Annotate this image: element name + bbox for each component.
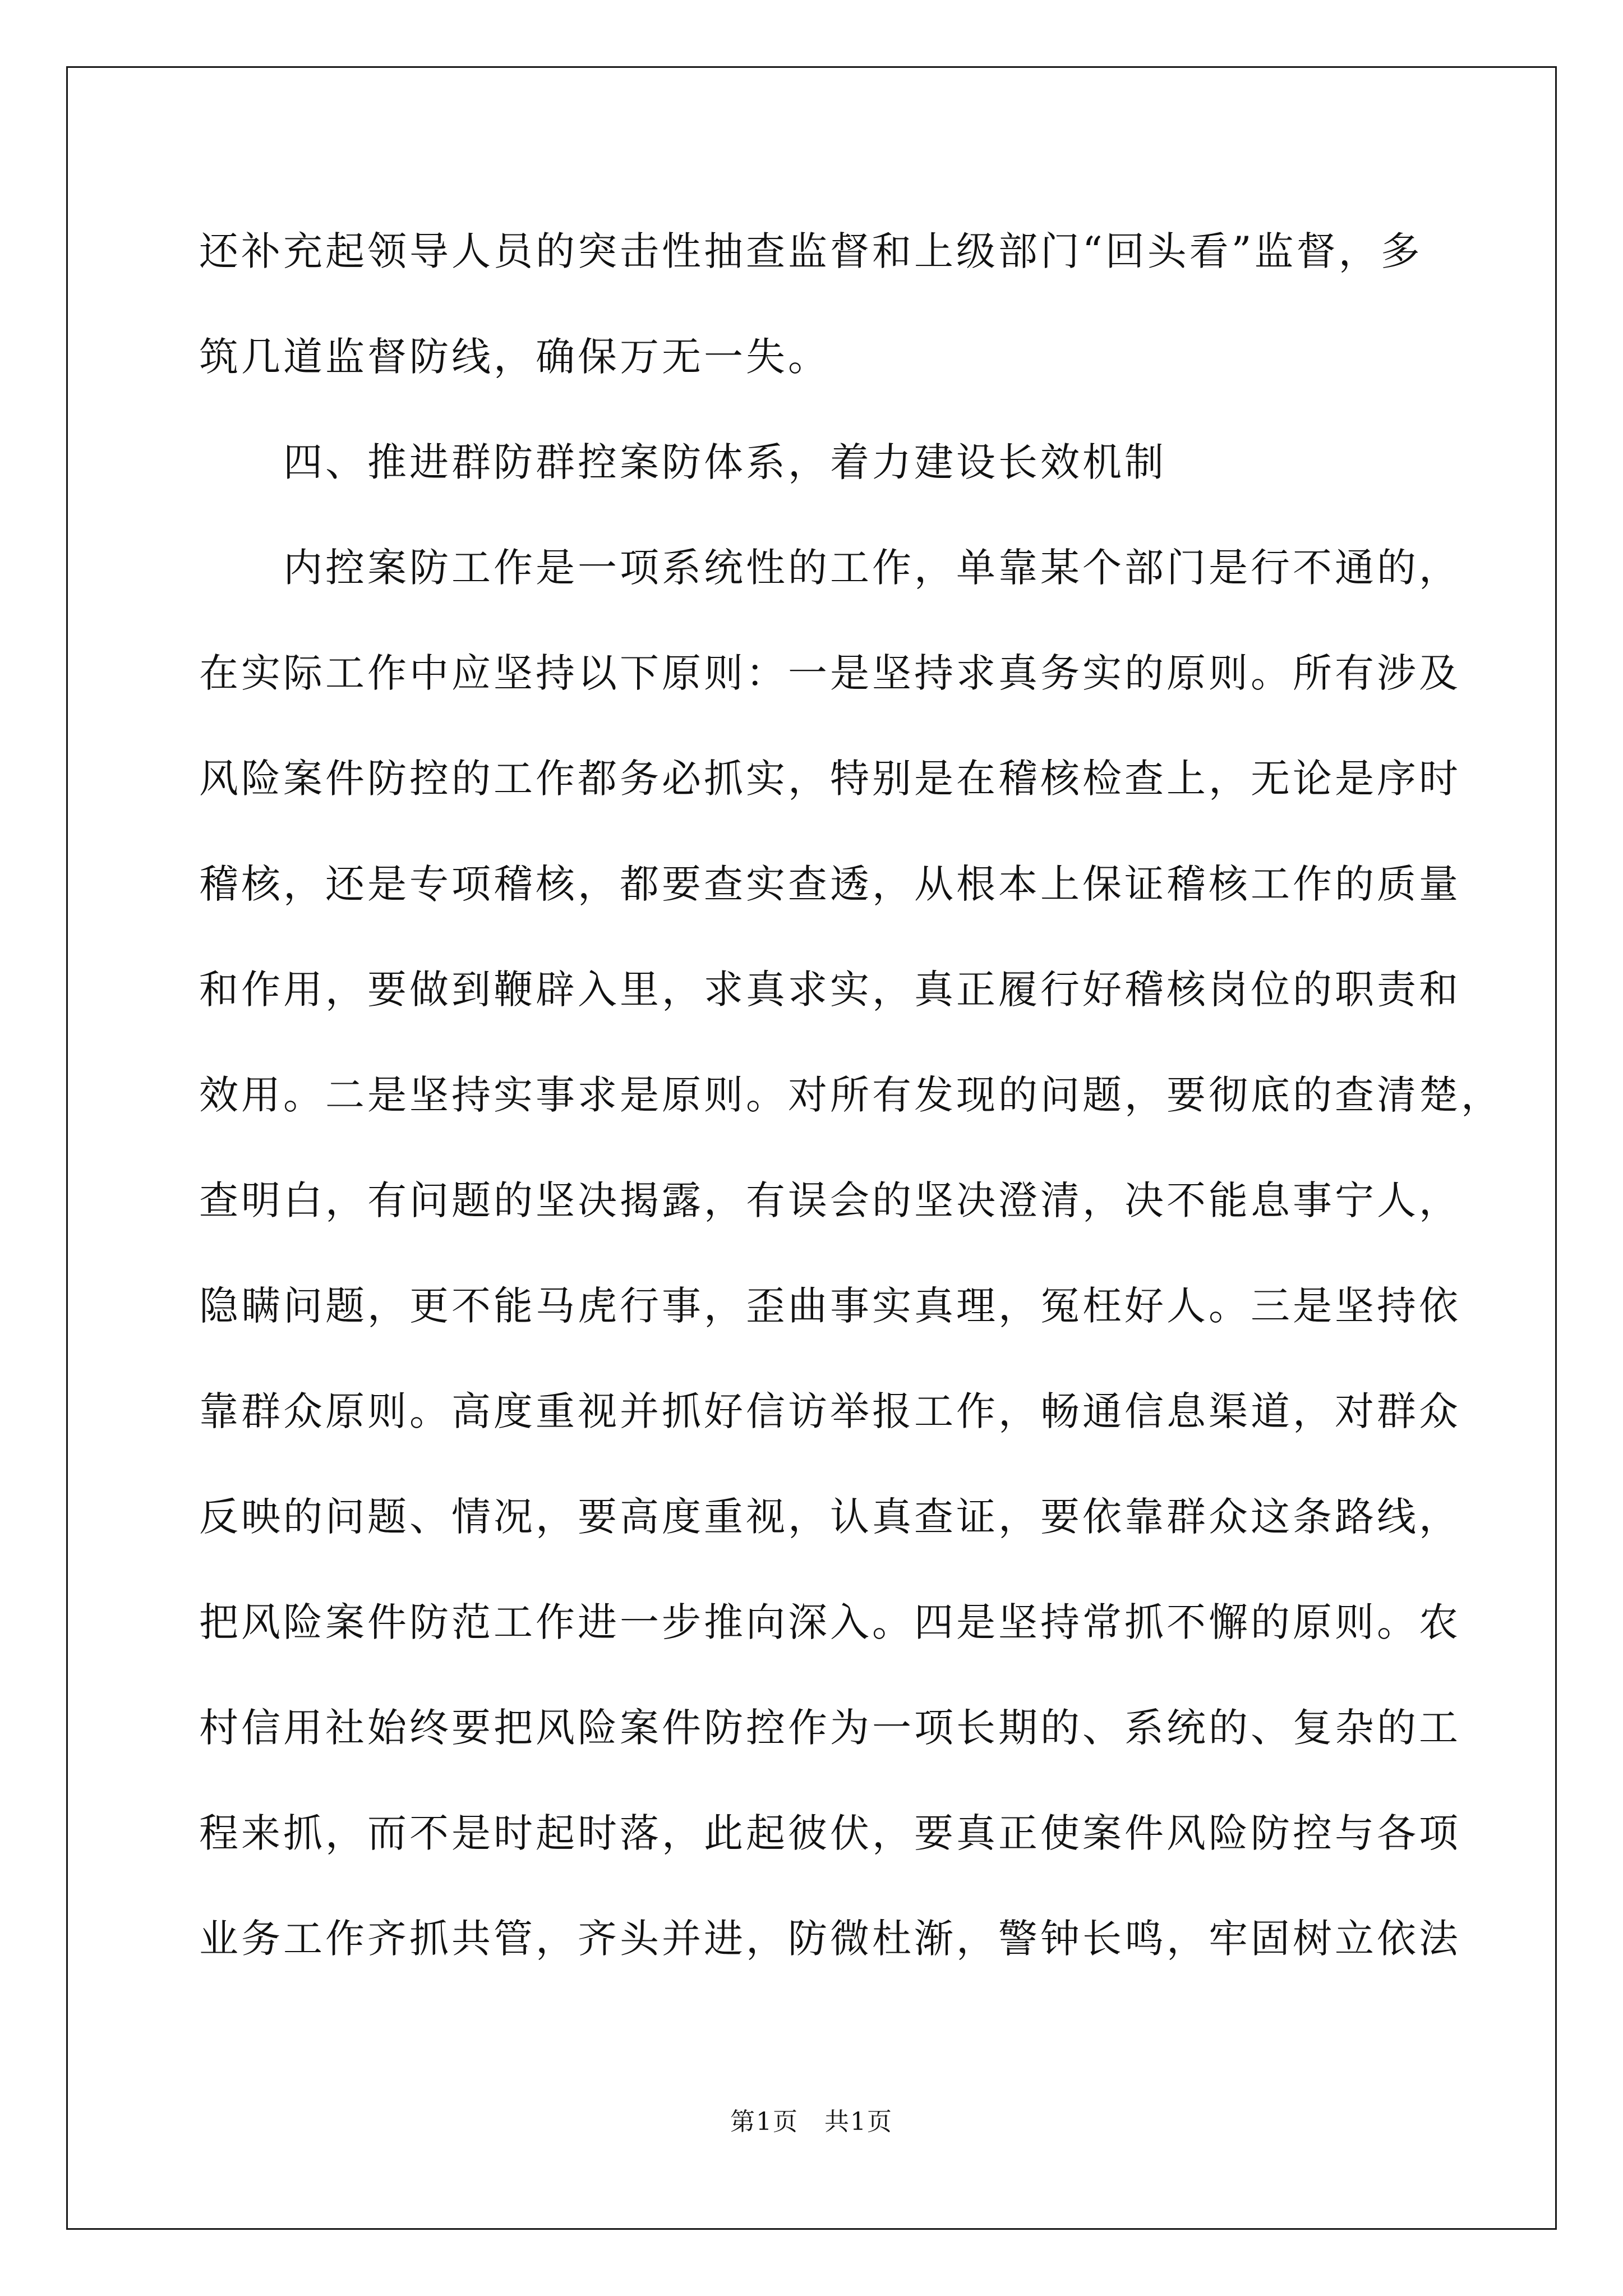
- text-line: 还补充起领导人员的突击性抽查监督和上级部门“回头看”监督，多: [199, 228, 1423, 274]
- text-line: 在实际工作中应坚持以下原则：一是坚持求真务实的原则。所有涉及: [199, 650, 1461, 696]
- text-line: 内控案防工作是一项系统性的工作，单靠某个部门是行不通的，: [283, 545, 1461, 591]
- text-line: 筑几道监督防线，确保万无一失。: [199, 334, 830, 380]
- text-line: 稽核，还是专项稽核，都要查实查透，从根本上保证稽核工作的质量: [199, 861, 1461, 907]
- text-line: 效用。二是坚持实事求是原则。对所有发现的问题，要彻底的查清楚，: [199, 1072, 1503, 1118]
- text-line: 程来抓，而不是时起时落，此起彼伏，要真正使案件风险防控与各项: [199, 1810, 1461, 1856]
- text-line: 把风险案件防范工作进一步推向深入。四是坚持常抓不懈的原则。农: [199, 1599, 1461, 1645]
- page-footer: [0, 2101, 1623, 2137]
- text-line: 靠群众原则。高度重视并抓好信访举报工作，畅通信息渠道，对群众: [199, 1388, 1461, 1434]
- section-heading: 四、推进群防群控案防体系，着力建设长效机制: [283, 439, 1166, 485]
- text-line: 和作用，要做到鞭辟入里，求真求实，真正履行好稽核岗位的职责和: [199, 967, 1461, 1013]
- page-number-label: 第1页 共1页: [730, 2108, 893, 2136]
- text-line: 风险案件防控的工作都务必抓实，特别是在稽核检查上，无论是序时: [199, 756, 1461, 802]
- text-line: 业务工作齐抓共管，齐头并进，防微杜渐，警钟长鸣，牢固树立依法: [199, 1916, 1461, 1962]
- text-line: 反映的问题、情况，要高度重视，认真查证，要依靠群众这条路线，: [199, 1494, 1461, 1540]
- text-line: 隐瞒问题，更不能马虎行事，歪曲事实真理，冤枉好人。三是坚持依: [199, 1283, 1461, 1329]
- text-line: 查明白，有问题的坚决揭露，有误会的坚决澄清，决不能息事宁人，: [199, 1177, 1461, 1223]
- text-line: 村信用社始终要把风险案件防控作为一项长期的、系统的、复杂的工: [199, 1705, 1461, 1751]
- document-body: [199, 218, 1503, 2010]
